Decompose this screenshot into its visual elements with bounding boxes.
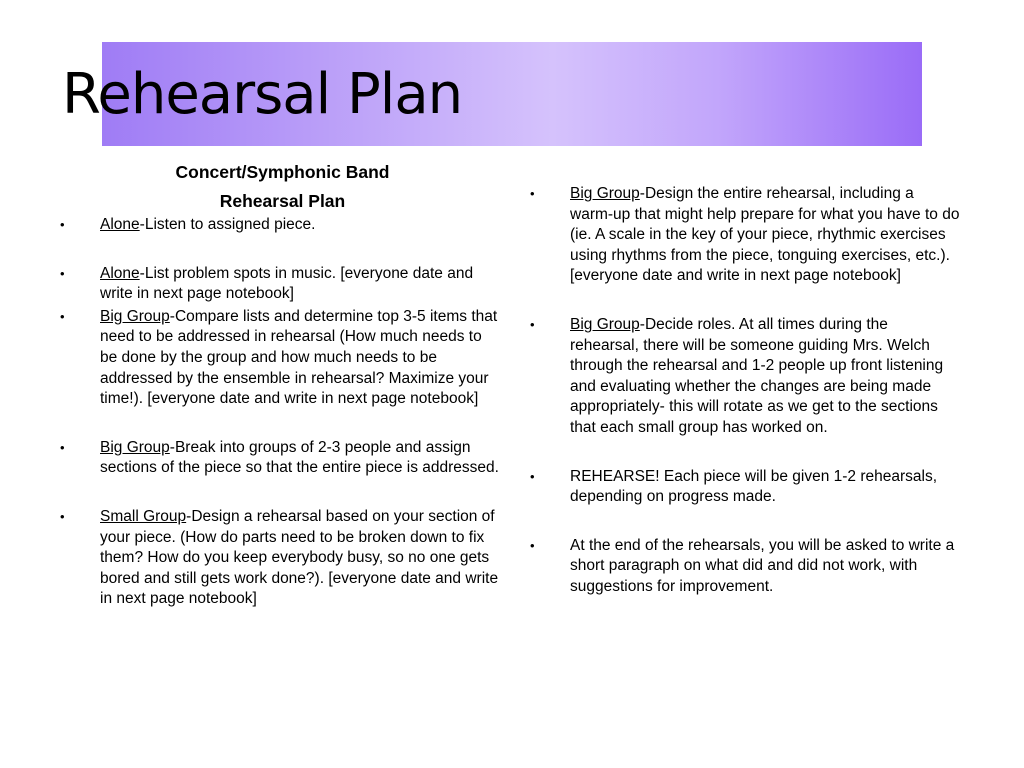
list-item (530, 184, 960, 287)
column-heading (60, 158, 505, 216)
bullet-icon: • (530, 537, 535, 553)
right-bullet-list (530, 184, 960, 598)
item-lead: Big Group (100, 307, 170, 325)
item-lead: Alone (100, 264, 140, 282)
slide-title: Rehearsal Plan (62, 62, 463, 127)
item-lead: Big Group (570, 185, 640, 202)
bullet-icon: • (60, 508, 65, 524)
item-lead: Small Group (100, 507, 187, 525)
list-item (530, 536, 960, 598)
list-item (60, 264, 500, 305)
left-bullet-list (60, 215, 500, 610)
item-text: -Break into groups of 2-3 people and assign sections of the piece so that the entire piece is addressed. (100, 438, 499, 477)
item-text: -Compare lists and determine top 3-5 items that need to be addressed in rehearsal (How much needs to be done by the group and how much needs to be addressed by the ensemble in rehearsal? Maximize your time!). [everyone date and write in next page notebook] (100, 307, 498, 408)
bullet-icon: • (530, 468, 535, 484)
item-lead: Big Group (570, 315, 640, 333)
list-item (60, 307, 500, 410)
list-item (530, 315, 960, 439)
bullet-icon: • (60, 217, 65, 232)
item-text: -Decide roles. At all times during the rehearsal, there will be someone guiding Mrs. Welch through the rehearsal and 1-2 people up front listening and evaluating whether the changes are being made appropriately- this will rotate as we get to the sections that each small group has worked on. (570, 315, 944, 436)
list-item (530, 467, 960, 508)
bullet-icon: • (60, 439, 65, 455)
bullet-icon: • (530, 316, 535, 332)
bullet-icon: • (60, 265, 65, 281)
item-text: -List problem spots in music. [everyone date and write in next page notebook] (100, 264, 474, 303)
item-text: At the end of the rehearsals, you will be asked to write a short paragraph on what did and did not work, with suggestions for improvement. (570, 536, 955, 595)
bullet-icon: • (60, 308, 65, 324)
item-text: -Design a rehearsal based on your section of your piece. (How do parts need to be broken down to fix them? How do you keep everybody busy, so no one gets bored and still gets work done?). [everyone date and write in next page notebook] (100, 507, 499, 608)
column-heading-line2: Rehearsal Plan (219, 191, 346, 211)
list-item (60, 507, 500, 610)
list-item (60, 215, 500, 236)
item-lead: Alone (100, 216, 140, 233)
item-text: REHEARSE! Each piece will be given 1-2 rehearsals, depending on progress made. (570, 467, 938, 506)
item-text: -Design the entire rehearsal, including a warm-up that might help prepare for what you have to do (ie. A scale in the key of your piece, rhythmic exercises using rhythms from the piece, tonguing exercises, etc.). [everyone date and write in next page notebook] (570, 185, 960, 285)
item-text: -Listen to assigned piece. (139, 216, 316, 233)
column-heading-line1: Concert/Symphonic Band (175, 162, 390, 182)
bullet-icon: • (530, 186, 535, 201)
item-lead: Big Group (100, 438, 170, 456)
list-item (60, 438, 500, 479)
